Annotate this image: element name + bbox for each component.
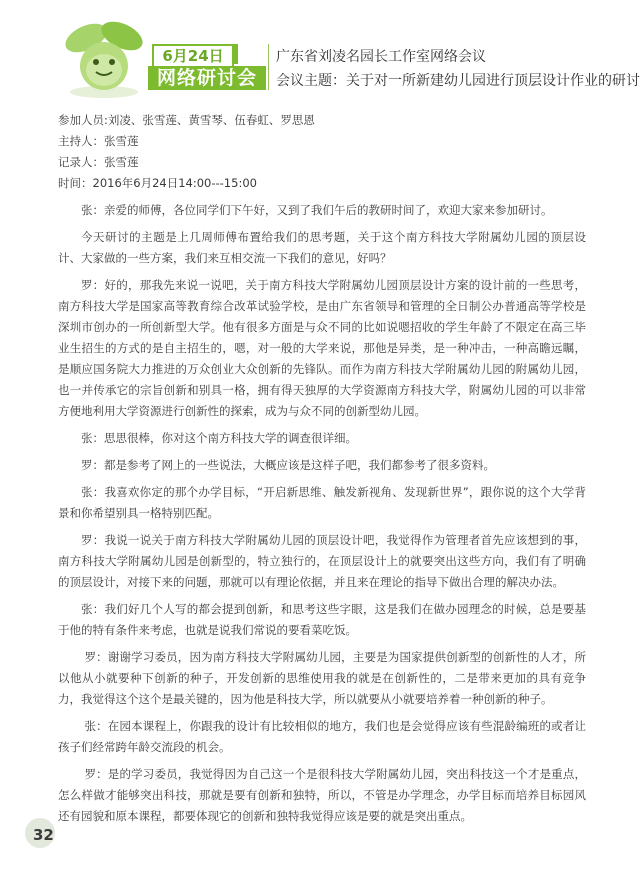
paragraph: 罗：我说一说关于南方科技大学附属幼儿园的顶层设计吧，我觉得作为管理者首先应该想到的事，南方科技大学附属幼儿园是创新型的，特立独行的，在顶层设计上的就要突出这些方向，我们有了明确的顶层设计，对接下来的问题，那就可以有理论依据，并且来在理论的指导下做出合理的解决办法。 [58, 533, 586, 589]
paragraph: 张：在园本课程上，你跟我的设计有比较相似的地方，我们也是会觉得应该有些混龄编班的或者让孩子们经常跨年龄交流段的机会。 [58, 719, 586, 754]
paragraph: 张：我们好几个人写的都会提到创新，和思考这些字眼，这是我们在做办园理念的时候，总是要基于他的特有条件来考虑，也就是说我们常说的要看菜吃饭。 [58, 602, 586, 637]
paragraph: 张：我喜欢你定的那个办学目标，“开启新思维、触发新视角、发现新世界”，跟你说的这个大学背景和你希望别具一格特别匹配。 [58, 485, 586, 520]
meeting-info [58, 110, 586, 194]
paragraph: 张：思思很棒，你对这个南方科技大学的调查很详细。 [81, 431, 357, 445]
paragraph: 张：亲爱的师傅，各位同学们下午好，又到了我们午后的教研时间了，欢迎大家来参加研讨。 [81, 203, 553, 217]
page-number: 32 [33, 826, 54, 844]
paragraph: 罗：都是参考了网上的一些说法，大概应该是这样子吧，我们都参考了很多资料。 [81, 458, 495, 472]
sprout-mascot-icon [46, 10, 156, 100]
accent-bar [233, 44, 238, 64]
header-divider [268, 44, 269, 90]
date-label: 6月24日 [152, 44, 234, 68]
paragraph: 罗：是的学习委员，我觉得因为自己这一个是很科技大学附属幼儿园，突出科技这一个才是重点，怎么样做才能够突出科技，那就是要有创新和独特，所以，不管是办学理念，办学目标而培养目标园风还有园貌和原本课程，都要体现它的创新和独特我觉得应该是要的就是突出重点。 [58, 767, 586, 823]
header-topic: 会议主题：关于对一所新建幼儿园进行顶层设计作业的研讨 [276, 73, 640, 89]
article-body [58, 110, 586, 833]
page-header [0, 0, 640, 100]
paragraph: 今天研讨的主题是上几周师傅布置给我们的思考题，关于这个南方科技大学附属幼儿园的顶层设计、大家做的一些方案，我们来互相交流一下我们的意见，好吗？ [58, 230, 586, 265]
meeting-time: 时间：2016年6月24日14:00---15:00 [58, 176, 257, 190]
participants: 参加人员:刘凌、张雪莲、黄雪琴、伍春虹、罗思恩 [58, 113, 315, 127]
header-title: 广东省刘凌名园长工作室网络会议 [276, 49, 486, 65]
recorder: 记录人：张雪莲 [58, 155, 139, 169]
host: 主持人：张雪莲 [58, 134, 139, 148]
paragraph: 罗：谢谢学习委员，因为南方科技大学附属幼儿园，主要是为国家提供创新型的创新性的人才，所以他从小就要种下创新的种子，开发创新的思维使用我的就是在创新性的，二是带来更加的具有竞争力，我觉得这个这个是最关键的，因为他是科技大学，所以就要从小就要培养着一种创新的种子。 [58, 650, 586, 706]
paragraph: 罗：好的，那我先来说一说吧，关于南方科技大学附属幼儿园顶层设计方案的设计前的一些思考，南方科技大学是国家高等教育综合改革试验学校，是由广东省领导和管理的全日制公办普通高等学校是深圳市创办的一所创新型大学。他有很多方面是与众不同的比如说嗯招收的学生年龄了不限定在高三毕业生招生的方式的是自主招生的，嗯，对一般的大学来说，那他是异类，是一种冲击，一种高瞻远瞩，是顺应国务院大力推进的万众创业大众创新的先锋队。而作为南方科技大学附属幼儿园的附属幼儿园，也一并传承它的宗旨创新和别具一格，拥有得天独厚的大学资源南方科技大学，附属幼儿园的可以非常方便地利用大学资源进行创新性的探索，成为与众不同的创新型幼儿园。 [58, 278, 586, 418]
seminar-label: 网络研讨会 [148, 66, 266, 90]
